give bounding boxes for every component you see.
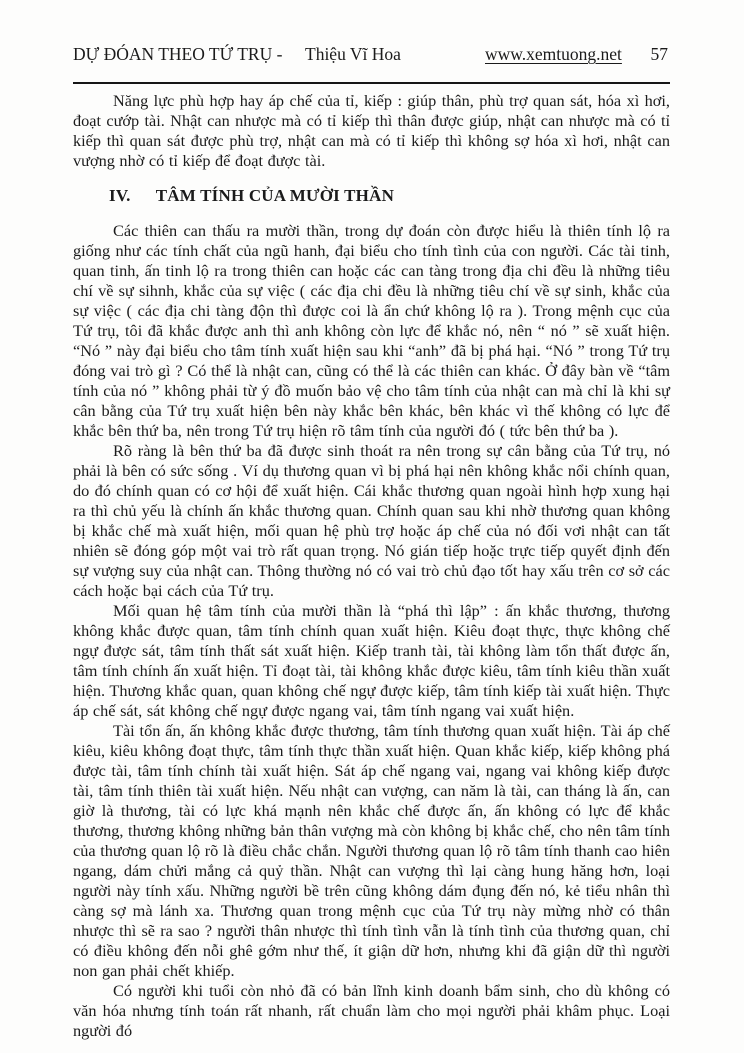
body-text — [73, 91, 670, 1041]
paragraph: Có người khi tuổi còn nhỏ đã có bản lĩnh kinh doanh bẩm sinh, cho dù không có văn hóa nhưng tính toán rất nhanh, rất chuẩn làm cho mọi người phải khâm phục. Loại người đó — [73, 981, 670, 1040]
section-title: TÂM TÍNH CỦA MƯỜI THẦN — [155, 186, 395, 205]
paragraph-intro: Năng lực phù hợp hay áp chế của tỉ, kiếp : giúp thân, phù trợ quan sát, hóa xì hơi, đoạt cướp tài. Nhật can nhược mà có tỉ kiếp thì thân được giúp, nhật can nhược mà có tỉ kiếp thì quan sát được phù trợ, nhật can mà có tỉ kiếp thì không sợ hóa xì hơi, nhật can vượng nhờ có tỉ kiếp để đoạt được tài. — [73, 91, 670, 170]
book-title: DỰ ĐÓAN THEO TỨ TRỤ - — [73, 44, 283, 64]
paragraph: Các thiên can thấu ra mười thần, trong dự đoán còn được hiểu là thiên tính lộ ra giống như các tính chất của ngũ hanh, đại biểu cho tính tình của con người. Các tài tinh, quan tinh, ấn tinh lộ ra trong thiên can hoặc các can tàng trong địa chi đều là những tiêu chí về sự sihnh, khắc của sự việc ( các địa chi đều là những tiêu chí về sự sinh, khắc của sự việc ( các địa chi tàng độn thì được coi là ẩn chứ không lộ ra ). Trong mệnh cục của Tứ trụ, tôi đã khắc được anh thì anh không còn lực để khắc nó, nên “ nó ” sẽ xuất hiện. “Nó ” này đại biểu cho tâm tính xuất hiện sau khi “anh” đã bị phá hại. “Nó ” trong Tứ trụ đóng vai trò gì ? Có thể là nhật can, cũng có thể là các thiên can khác. Ở đây bàn về “tâm tính của nó ” không phải từ ý đồ muốn bảo vệ cho tâm tính của nhật can mà chỉ là khi sự cân bằng của Tứ trụ xuất hiện bên này khắc bên khác, bên khác vì thế không có lực để khắc bên thứ ba, nên trong Tứ trụ hiện rõ tâm tính của người đó ( tức bên thứ ba ). — [73, 221, 670, 440]
page-number: 57 — [650, 44, 668, 64]
paragraph: Tài tổn ấn, ấn không khắc được thương, tâm tính thương quan xuất hiện. Tài áp chế kiêu, kiêu không đoạt thực, tâm tính thực thần xuất hiện. Quan khắc kiếp, kiếp không phá được tài, tâm tính chính tài xuất hiện. Sát áp chế ngang vai, ngang vai không kiếp được tài, tâm tính thiên tài xuất hiện. Nếu nhật can vượng, can năm là tài, can tháng là ấn, can giờ là thương, tài có lực khá mạnh nên khắc chế được ấn, ấn không có lực để khắc thương, thương không những bản thân vượng mà còn không bị khắc chế, cho nên tâm tính của thương quan lộ rõ là điều chắc chắn. Người thương quan lộ rõ tâm tính thanh cao hiên ngang, dám chửi mắng cả quỷ thần. Nhật can vượng thì lại càng hung hăng hơn, loại người này tính xấu. Những người bề trên cũng không dám đụng đến nó, kẻ tiểu nhân thì càng sợ mà lánh xa. Thương quan trong mệnh cục của Tứ trụ này mừng nhờ có thân nhược thì sẽ ra sao ? người thân nhược thì tính tình vẫn là tính tình của thương quan, chỉ có điều không đến nỗi ghê gớm như thế, ít giận dữ hơn, nhưng khi đã giận dữ thì người non gan phải chết khiếp. — [73, 721, 670, 980]
website-url: www.xemtuong.net — [485, 44, 622, 64]
section-number: IV. — [109, 186, 131, 205]
section-heading — [109, 185, 670, 206]
page-content — [73, 0, 670, 1041]
paragraph: Rõ ràng là bên thứ ba đã được sinh thoát ra nên trong sự cân bằng của Tứ trụ, nó phải là bên có sức sống . Ví dụ thương quan vì bị phá hại nên không khắc nổi chính quan, do đó chính quan có cơ hội để xuất hiện. Cái khắc thương quan ngoài hình hợp xung hại ra thì chủ yếu là chính ấn khắc thương quan. Chính quan sau khi nhờ thương quan không bị khắc chế mà xuất hiện, mối quan hệ phù trợ hoặc áp chế của nó đối vơi nhật can tất nhiên sẽ đóng góp một vai trò rất quan trọng. Nó gián tiếp hoặc trực tiếp quyết định đến sự vượng suy của nhật can. Thông thường nó có vai trò chủ đạo tốt hay xấu trên cơ sở các cách hoặc bại cách của Tứ trụ. — [73, 441, 670, 600]
running-header — [73, 0, 670, 65]
header-divider-line — [73, 82, 670, 84]
paragraph: Mối quan hệ tâm tính của mười thần là “phá thì lập” : ấn khắc thương, thương không khắc được quan, tâm tính chính quan xuất hiện. Kiêu đoạt thực, thực không chế ngự được sát, tâm tính thất sát xuất hiện. Kiếp tranh tài, tài không làm tổn thất được ấn, tâm tính chính ấn xuất hiện. Tỉ đoạt tài, tài không khắc được kiêu, tâm tính kiêu thần xuất hiện. Thương khắc quan, quan không chế ngự được kiếp, tâm tính kiếp tài xuất hiện. Thực áp chế sát, sát không chế ngự được ngang vai, tâm tính ngang vai xuất hiện. — [73, 601, 670, 720]
author-name: Thiệu Vĩ Hoa — [305, 44, 401, 64]
